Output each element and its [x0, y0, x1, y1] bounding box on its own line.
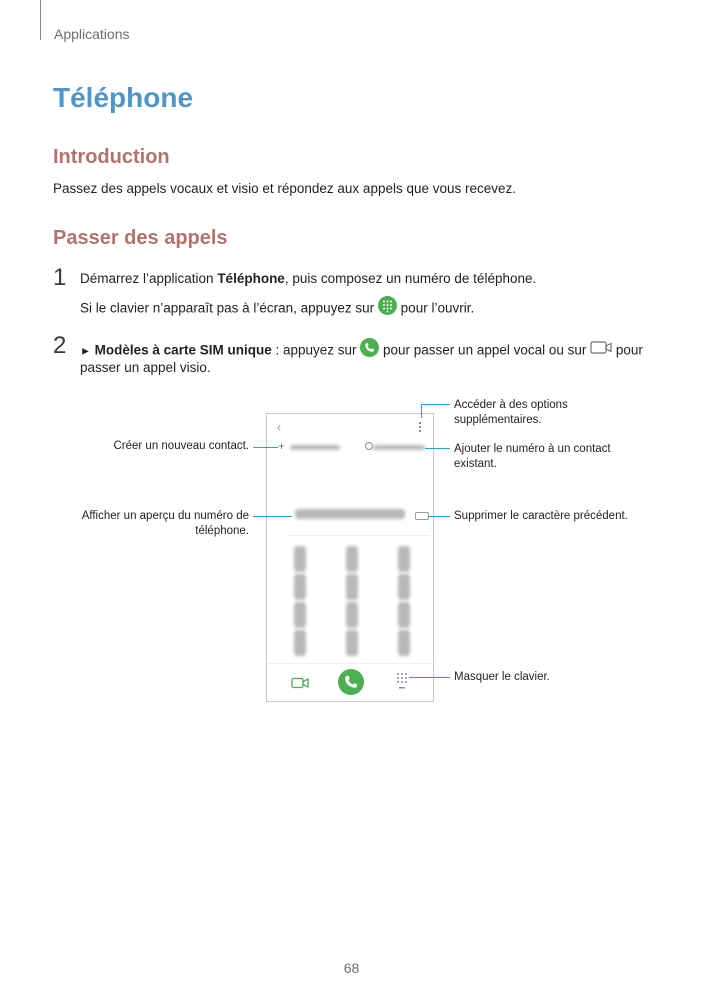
key-7[interactable] [294, 602, 306, 628]
step-2-number: 2 [53, 332, 67, 359]
step-2-line-1 [80, 340, 643, 362]
step-1-line-2-post: pour l’ouvrir. [396, 300, 475, 316]
phone-screen [266, 413, 434, 702]
key-3[interactable] [398, 546, 410, 572]
section-label: Applications [54, 26, 130, 42]
step-2-text-post: pour [612, 342, 643, 358]
step-2-arrow-icon: ► [80, 345, 91, 358]
hide-keypad-icon[interactable] [395, 672, 409, 692]
phone-call-icon [360, 338, 379, 360]
key-0[interactable] [346, 630, 358, 656]
divider [287, 535, 430, 536]
step-1-line-2-pre: Si le clavier n’apparaît pas à l’écran, appuyez sur [80, 300, 378, 316]
divider [267, 663, 433, 664]
callout-line-2: téléphone. [195, 525, 249, 537]
callout-more-options [454, 398, 568, 428]
key-hash[interactable] [398, 630, 410, 656]
page-title: Téléphone [53, 82, 194, 113]
key-9[interactable] [398, 602, 410, 628]
calls-heading: Passer des appels [53, 227, 228, 249]
number-preview [295, 509, 405, 519]
video-call-icon [590, 339, 612, 359]
callout-new-contact: Créer un nouveau contact. [113, 440, 249, 452]
call-button[interactable] [338, 669, 364, 695]
key-star[interactable] [294, 630, 306, 656]
key-6[interactable] [398, 574, 410, 600]
step-1-line-2 [80, 298, 474, 320]
callout-line [421, 404, 422, 418]
keypad-icon [378, 296, 397, 318]
callout-delete: Supprimer le caractère précédent. [454, 510, 628, 522]
key-8[interactable] [346, 602, 358, 628]
step-1-line-1 [80, 271, 536, 286]
intro-heading: Introduction [53, 146, 170, 168]
step-1-number: 1 [53, 264, 67, 291]
key-2[interactable] [346, 546, 358, 572]
callout-add-existing [454, 442, 611, 472]
intro-text: Passez des appels vocaux et visio et répondez aux appels que vous recevez. [53, 181, 517, 196]
step-1-app-name: Téléphone [217, 271, 285, 286]
delete-icon[interactable] [415, 512, 429, 520]
callout-line [253, 516, 292, 517]
step-2-model: Modèles à carte SIM unique [94, 342, 272, 358]
callout-line [421, 404, 450, 405]
page-number: 68 [343, 960, 360, 976]
callout-line [253, 447, 278, 448]
callout-line-1: Afficher un aperçu du numéro de [81, 510, 249, 522]
step-1-text-post: , puis composez un numéro de téléphone. [284, 271, 537, 286]
person-icon [365, 442, 373, 450]
add-to-contact-label[interactable] [373, 445, 425, 450]
create-contact-icon[interactable]: + [278, 439, 286, 453]
key-4[interactable] [294, 574, 306, 600]
key-5[interactable] [346, 574, 358, 600]
step-2-text-mid: pour passer un appel vocal ou sur [379, 342, 591, 358]
callout-line-1: Accéder à des options [454, 399, 568, 411]
header-rule [40, 0, 41, 40]
callout-hide-keypad: Masquer le clavier. [454, 671, 550, 683]
step-2-line-2: passer un appel visio. [80, 360, 211, 375]
callout-preview [40, 509, 249, 539]
create-contact-label [290, 445, 340, 450]
callout-line-1: Ajouter le numéro à un contact [454, 443, 611, 455]
callout-line [428, 516, 450, 517]
callout-line [409, 677, 450, 678]
video-call-icon[interactable] [291, 677, 309, 689]
callout-line-2: supplémentaires. [454, 414, 542, 426]
key-1[interactable] [294, 546, 306, 572]
callout-line [425, 448, 450, 449]
more-options-icon[interactable] [419, 422, 421, 424]
step-2-text-pre: : appuyez sur [271, 342, 361, 358]
back-icon[interactable]: ‹ [277, 420, 281, 434]
callout-line-2: existant. [454, 458, 497, 470]
step-1-text-pre: Démarrez l’application [80, 271, 218, 286]
